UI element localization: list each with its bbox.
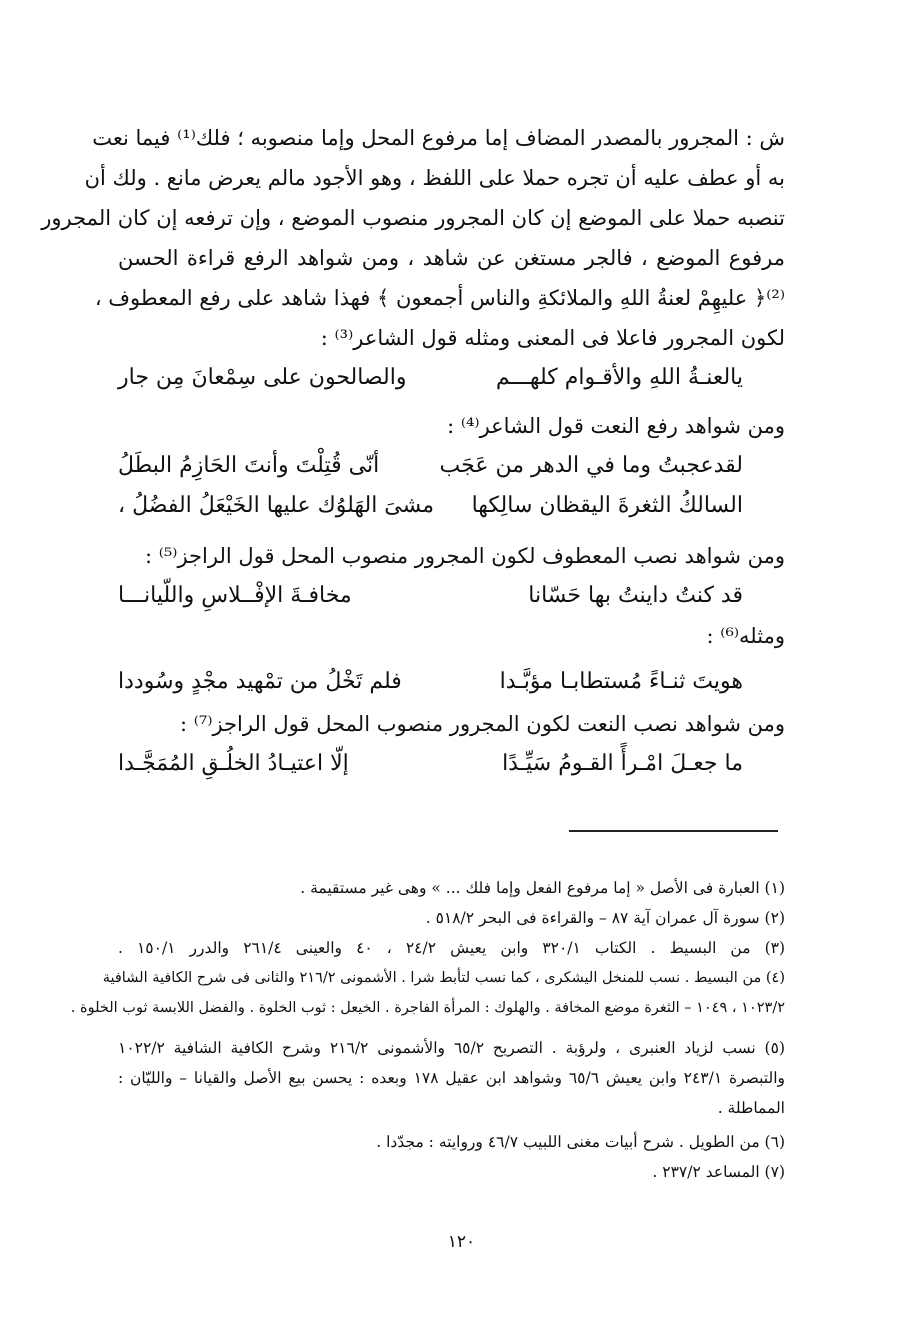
footnote: المماطلة . bbox=[717, 1099, 785, 1117]
prose-line: ومن شواهد رفع النعت قول الشاعر⁽⁴⁾ : bbox=[447, 414, 785, 438]
footnote: (٧) المساعد ٢٣٧/٢ . bbox=[652, 1163, 785, 1181]
verse-second-hemistich: فلم تَخْلُ من تمْهيد مجْدٍ وسُوددا bbox=[118, 669, 402, 694]
footnote-divider bbox=[569, 830, 778, 832]
prose-line: ومن شواهد نصب النعت لكون المجرور منصوب المحل قول الراجز⁽⁷⁾ : bbox=[179, 712, 785, 736]
footnote: (٢) سورة آل عمران آية ٨٧ – والقراءة فى البحر ٥١٨/٢ . bbox=[425, 909, 785, 927]
footnote: (١) العبارة فى الأصل « إما مرفوع الفعل وإما فلك ... » وهى غير مستقيمة . bbox=[300, 879, 785, 897]
verse-second-hemistich: والصالحون على سِمْعانَ مِن جار bbox=[118, 365, 407, 390]
footnote: (٣) من البسيط . الكتاب ٣٢٠/١ وابن يعيش ٢٤/٢ ، ٤٠ والعينى ٢٦١/٤ والدرر ١٥٠/١ . bbox=[118, 939, 786, 957]
prose-line: مرفوع الموضع ، فالجر مستغن عن شاهد ، ومن شواهد الرفع قراءة الحسن bbox=[118, 246, 785, 270]
verse-first-hemistich: لقدعجبتُ وما في الدهر من عَجَب bbox=[439, 453, 743, 478]
verse-first-hemistich: يالعنـةُ اللهِ والأقـوام كلهـــم bbox=[495, 365, 743, 390]
footnote: ١٠٢٣/٢ ، ١٠٤٩ – الثغرة موضع المخافة . والهلوك : المرأة الفاجرة . الخيعل : ثوب الخلوة . والفضل اللابسة ثوب الخلوة . bbox=[70, 1000, 785, 1016]
verse-first-hemistich: هويتَ ثنـاءً مُستطابـا مؤبَّـدا bbox=[499, 669, 743, 694]
prose-line: ش : المجرور بالمصدر المضاف إما مرفوع المحل وإما منصوبه ؛ فلك⁽¹⁾ فيما نعت bbox=[92, 126, 785, 150]
footnote: (٥) نسب لزياد العنبرى ، ولرؤبة . التصريح ٦٥/٢ والأشمونى ٢١٦/٢ وشرح الكافية الشافية ١٠٢٢/٢ bbox=[118, 1039, 785, 1057]
verse-second-hemistich: مشىَ الهَلوُك عليها الخَيْعَلُ الفضُلُ ، bbox=[118, 493, 435, 518]
verse-first-hemistich: السالكُ الثغرةَ اليقظان سالِكها bbox=[471, 493, 743, 518]
prose-line: تنصبه حملا على الموضع إن كان المجرور منصوب الموضع ، وإن ترفعه إن كان المجرور bbox=[41, 206, 785, 230]
verse-first-hemistich: قد كنتُ داينتُ بها حَسّانا bbox=[528, 583, 743, 608]
footnote: والتبصرة ٢٤٣/١ وابن يعيش ٦٥/٦ وشواهد ابن عقيل ١٧٨ وبعده : يحسن بيع الأصل والقيانا – والليّان : bbox=[118, 1069, 785, 1087]
prose-line: ⁽²⁾﴿ عليهِمْ لعنةُ اللهِ والملائكةِ والناس أجمعون ﴾ فهذا شاهد على رفع المعطوف ، bbox=[94, 286, 785, 310]
prose-line: ومثله⁽⁶⁾ : bbox=[706, 624, 785, 648]
verse-second-hemistich: أنّى قُتِلْتَ وأنتَ الحَازِمُ البطَلُ bbox=[118, 453, 380, 478]
footnote: (٤) من البسيط . نسب للمنخل اليشكرى ، كما نسب لتأبط شرا . الأشمونى ٢١٦/٢ والثانى فى شرح الكافية الشافية bbox=[102, 970, 785, 986]
verse-first-hemistich: ما جعـلَ امْـرأً القـومُ سَيِّـدًا bbox=[502, 751, 743, 776]
page-number: ١٢٠ bbox=[447, 1232, 476, 1252]
verse-second-hemistich: إلّا اعتيـادُ الخلُـقِ المُمَجَّـدا bbox=[118, 751, 349, 776]
prose-line: لكون المجرور فاعلا فى المعنى ومثله قول الشاعر⁽³⁾ : bbox=[320, 326, 785, 350]
verse-second-hemistich: مخافـةَ الإفْــلاسِ واللّيانـــا bbox=[118, 583, 352, 608]
prose-line: به أو عطف عليه أن تجره حملا على اللفظ ، وهو الأجود مالم يعرض مانع . ولك أن bbox=[84, 166, 785, 190]
footnote: (٦) من الطويل . شرح أبيات مغنى اللبيب ٤٦/٧ وروايته : مجدّدا . bbox=[376, 1133, 785, 1151]
prose-line: ومن شواهد نصب المعطوف لكون المجرور منصوب المحل قول الراجز⁽⁵⁾ : bbox=[144, 544, 785, 568]
